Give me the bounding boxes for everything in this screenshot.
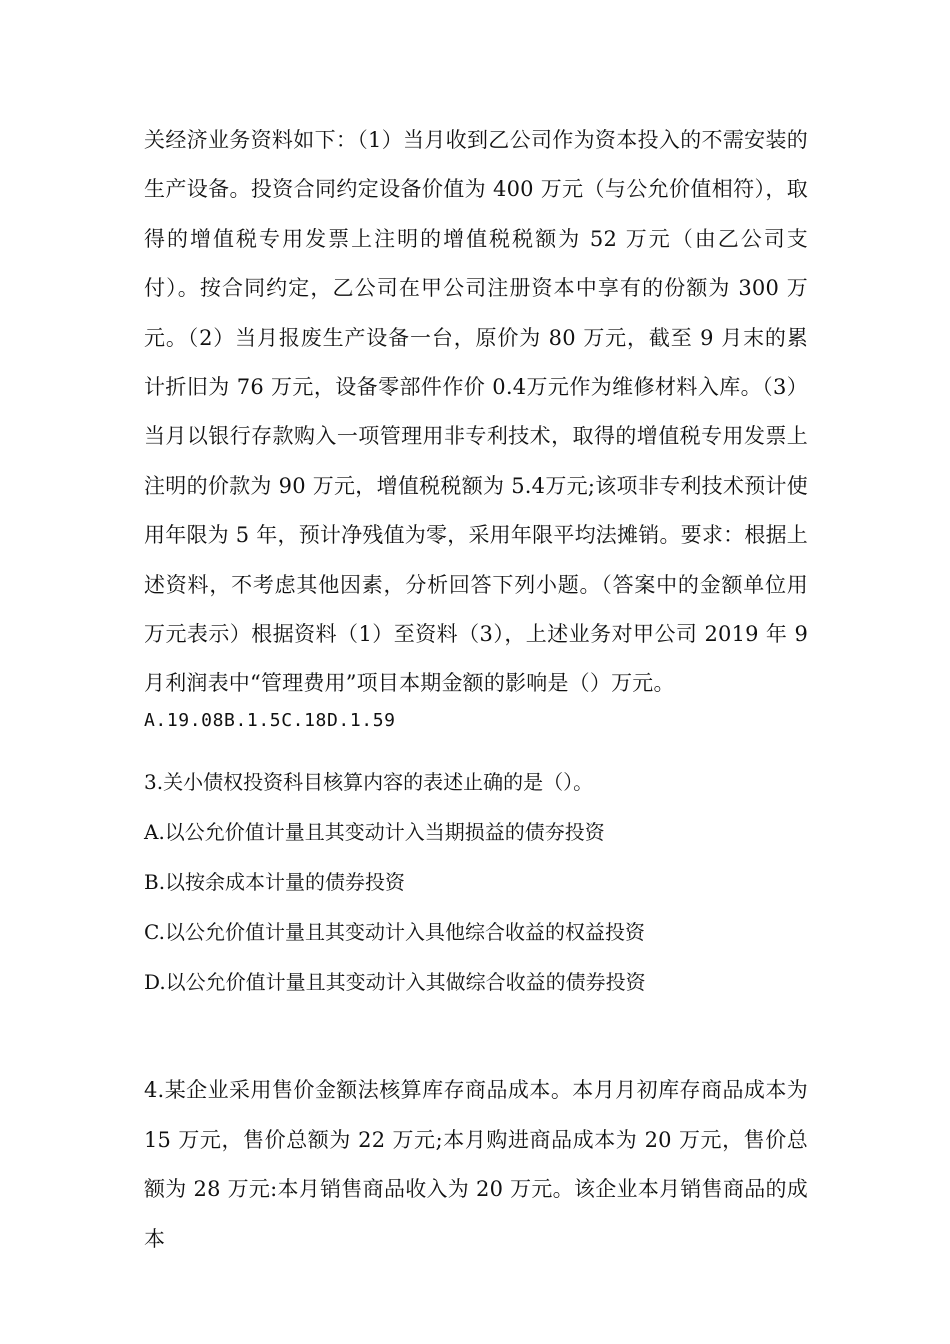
question-3-option-a: A.以公允价值计量且其变动计入当期损益的债夯投资 xyxy=(144,820,605,844)
question-context-options: A.19.08B.1.5C.18D.1.59 xyxy=(144,710,396,731)
question-3-option-b: B.以按余成本计量的债券投资 xyxy=(144,870,406,894)
question-3-stem: 3.关小债权投资科目核算内容的表述止确的是（）。 xyxy=(144,770,594,794)
question-context-text: 关经济业务资料如下：（1）当月收到乙公司作为资本投入的不需安装的生产设备。投资合同约定设备价值为 400 万元（与公允价值相符），取得的增值税专用发票上注明的增值税税额为 52 万元（由乙公司支付）。按合同约定，乙公司在甲公司注册资本中享有的份额为 300 万元。（2）当月报废生产设备一台，原价为 80 万元，截至 9 月末的累计折旧为 76 万元，设备零部件作价 0.4万元作为维修材料入库。（3）当月以银行存款购入一项管理用非专利技术，取得的增值税专用发票上注明的价款为 90 万元，增值税税额为 5.4万元;该项非专利技术预计使用年限为 5 年，预计净残值为零，采用年限平均法摊销。要求：根据上述资料，不考虑其他因素，分析回答下列小题。（答案中的金额单位用万元表示）根据资料（1）至资料（3），上述业务对甲公司 2019 年 9 月利润表中“管理费用”项目本期金额的影响是（）万元。 xyxy=(144,128,808,696)
question-3-option-d: D.以公允价值计量且其变动计入其做综合收益的债券投资 xyxy=(144,970,646,994)
question-4-stem: 4.某企业采用售价金额法核算库存商品成本。本月月初库存商品成本为 15 万元，售价总额为 22 万元;本月购进商品成本为 20 万元，售价总额为 28 万元:本月销售商品收入为 20 万元。该企业本月销售商品的成本 xyxy=(144,1078,808,1251)
question-3-option-c: C.以公允价值计量且其变动计入具他综合收益的权益投资 xyxy=(144,920,645,944)
